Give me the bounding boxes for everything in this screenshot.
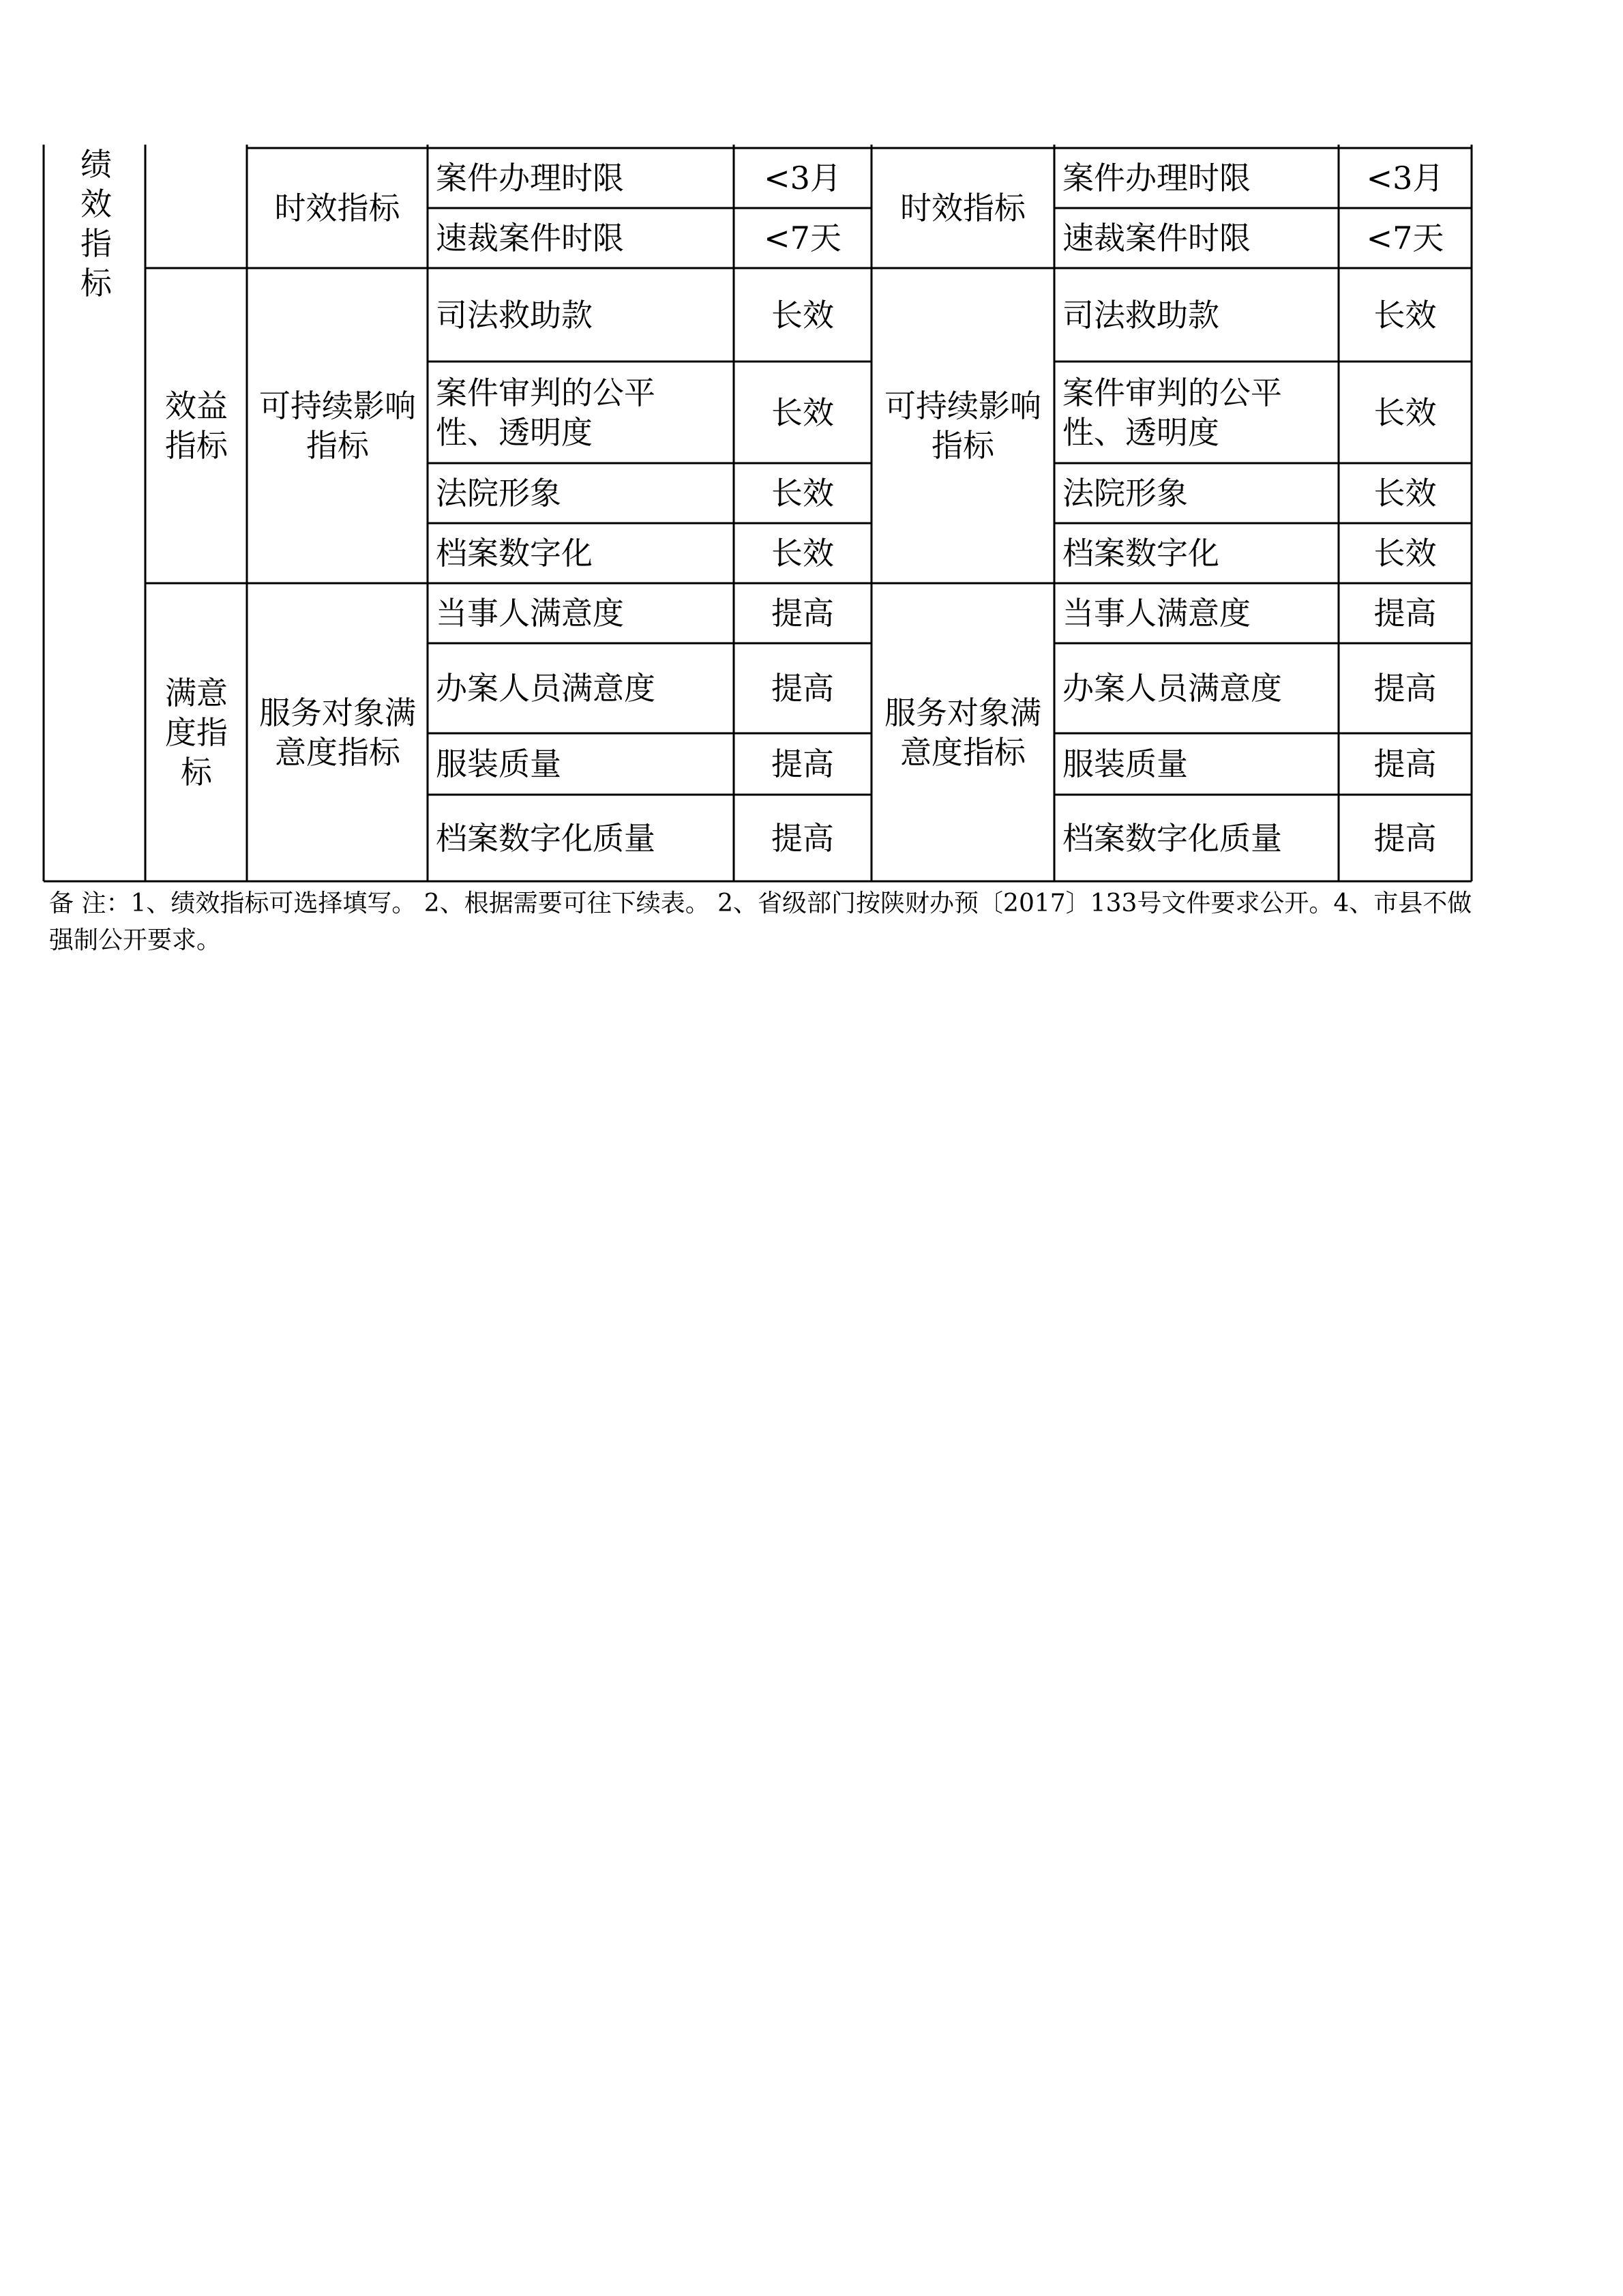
benefit-right-item: 司法救助款 bbox=[1062, 296, 1219, 334]
satisfaction-left-label: 服务对象满意度指标 bbox=[259, 694, 416, 771]
benefit-left-label: 可持续影响指标 bbox=[259, 387, 416, 464]
satisfaction-left-value: 提高 bbox=[771, 670, 834, 707]
timeliness-right-label: 时效指标 bbox=[900, 190, 1026, 226]
satisfaction-left-item: 档案数字化质量 bbox=[436, 819, 655, 857]
satisfaction-right-label: 服务对象满意度指标 bbox=[884, 694, 1041, 771]
satisfaction-left-item: 当事人满意度 bbox=[436, 595, 624, 632]
satisfaction-left-value: 提高 bbox=[771, 595, 834, 632]
benefit-left-value: 长效 bbox=[771, 394, 834, 431]
timeliness-left-item: 案件办理时限 bbox=[436, 160, 624, 196]
timeliness-right-value: <3月 bbox=[1366, 160, 1444, 196]
benefit-right-item: 档案数字化 bbox=[1062, 535, 1219, 572]
benefit-right-value: 长效 bbox=[1373, 394, 1437, 431]
satisfaction-left-item: 办案人员满意度 bbox=[436, 670, 655, 707]
timeliness-right-value: <7天 bbox=[1366, 220, 1444, 256]
timeliness-right-item: 速裁案件时限 bbox=[1062, 220, 1251, 256]
timeliness-left-label: 时效指标 bbox=[274, 190, 400, 226]
benefit-right-value: 长效 bbox=[1373, 296, 1437, 334]
timeliness-left-value: <3月 bbox=[764, 160, 842, 196]
satisfaction-right-value: 提高 bbox=[1373, 670, 1437, 707]
timeliness-left-value: <7天 bbox=[764, 220, 842, 256]
satisfaction-right-item: 当事人满意度 bbox=[1062, 595, 1251, 632]
benefit-level2-label: 效益指标 bbox=[165, 387, 228, 464]
satisfaction-left-value: 提高 bbox=[771, 746, 834, 782]
benefit-left-item: 法院形象 bbox=[436, 475, 561, 512]
benefit-right-label: 可持续影响指标 bbox=[884, 387, 1041, 464]
satisfaction-right-item: 服装质量 bbox=[1062, 746, 1188, 782]
benefit-left-item: 档案数字化 bbox=[436, 535, 593, 572]
benefit-left-item: 司法救助款 bbox=[436, 296, 593, 334]
satisfaction-left-value: 提高 bbox=[771, 819, 834, 857]
benefit-right-item: 案件审判的公平性、透明度 bbox=[1062, 374, 1282, 451]
satisfaction-level2-label: 满意度指标 bbox=[165, 674, 228, 791]
benefit-right-value: 长效 bbox=[1373, 535, 1437, 572]
satisfaction-right-value: 提高 bbox=[1373, 819, 1437, 857]
footnote: 备 注：1、绩效指标可选择填写。 2、根据需要可往下续表。 2、省级部门按陕财办预〔2017〕133号文件要求公开。4、市县不做强制公开要求。 bbox=[49, 889, 1472, 954]
benefit-left-value: 长效 bbox=[771, 296, 834, 334]
satisfaction-right-item: 档案数字化质量 bbox=[1062, 819, 1282, 857]
benefit-right-item: 法院形象 bbox=[1062, 475, 1188, 512]
level1-performance-indicator: 绩效指标 bbox=[80, 146, 112, 301]
timeliness-right-item: 案件办理时限 bbox=[1062, 160, 1251, 196]
timeliness-left-item: 速裁案件时限 bbox=[436, 220, 624, 256]
satisfaction-right-value: 提高 bbox=[1373, 746, 1437, 782]
satisfaction-right-item: 办案人员满意度 bbox=[1062, 670, 1282, 707]
satisfaction-right-value: 提高 bbox=[1373, 595, 1437, 632]
benefit-left-item: 案件审判的公平性、透明度 bbox=[436, 374, 655, 451]
satisfaction-left-item: 服装质量 bbox=[436, 746, 561, 782]
benefit-left-value: 长效 bbox=[771, 535, 834, 572]
benefit-left-value: 长效 bbox=[771, 475, 834, 512]
benefit-right-value: 长效 bbox=[1373, 475, 1437, 512]
